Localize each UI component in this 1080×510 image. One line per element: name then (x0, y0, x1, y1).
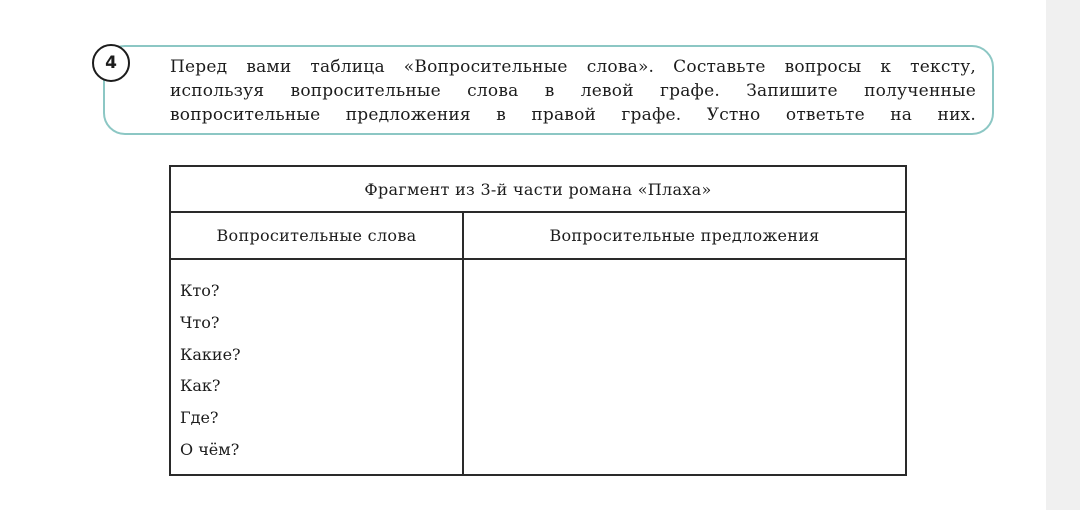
task-instructions (170, 55, 976, 127)
task-line: используя вопросительные слова в левой графе. Запишите полученные (170, 81, 976, 101)
question-words-cell (170, 259, 463, 475)
table-caption: Фрагмент из 3-й части романа «Плаха» (170, 166, 906, 212)
task-line: Перед вами таблица «Вопросительные слова». Составьте вопросы к тексту, (170, 57, 976, 77)
task-number-badge: 4 (92, 44, 130, 82)
question-word: Что? (180, 312, 220, 332)
task-line: вопросительные предложения в правой графе. Устно ответьте на них. (170, 105, 976, 125)
question-word: Какие? (180, 344, 241, 364)
question-word: Как? (180, 376, 221, 396)
question-word: Где? (180, 408, 219, 428)
question-word: О чём? (180, 439, 240, 459)
question-word: Кто? (180, 281, 220, 300)
question-word-list (171, 260, 462, 466)
column-header-question-sentences: Вопросительные предложения (463, 212, 906, 259)
column-header-question-words: Вопросительные слова (170, 212, 463, 259)
question-sentences-cell[interactable] (463, 259, 906, 475)
page-edge-strip (1046, 0, 1080, 510)
exercise-table (169, 165, 907, 476)
